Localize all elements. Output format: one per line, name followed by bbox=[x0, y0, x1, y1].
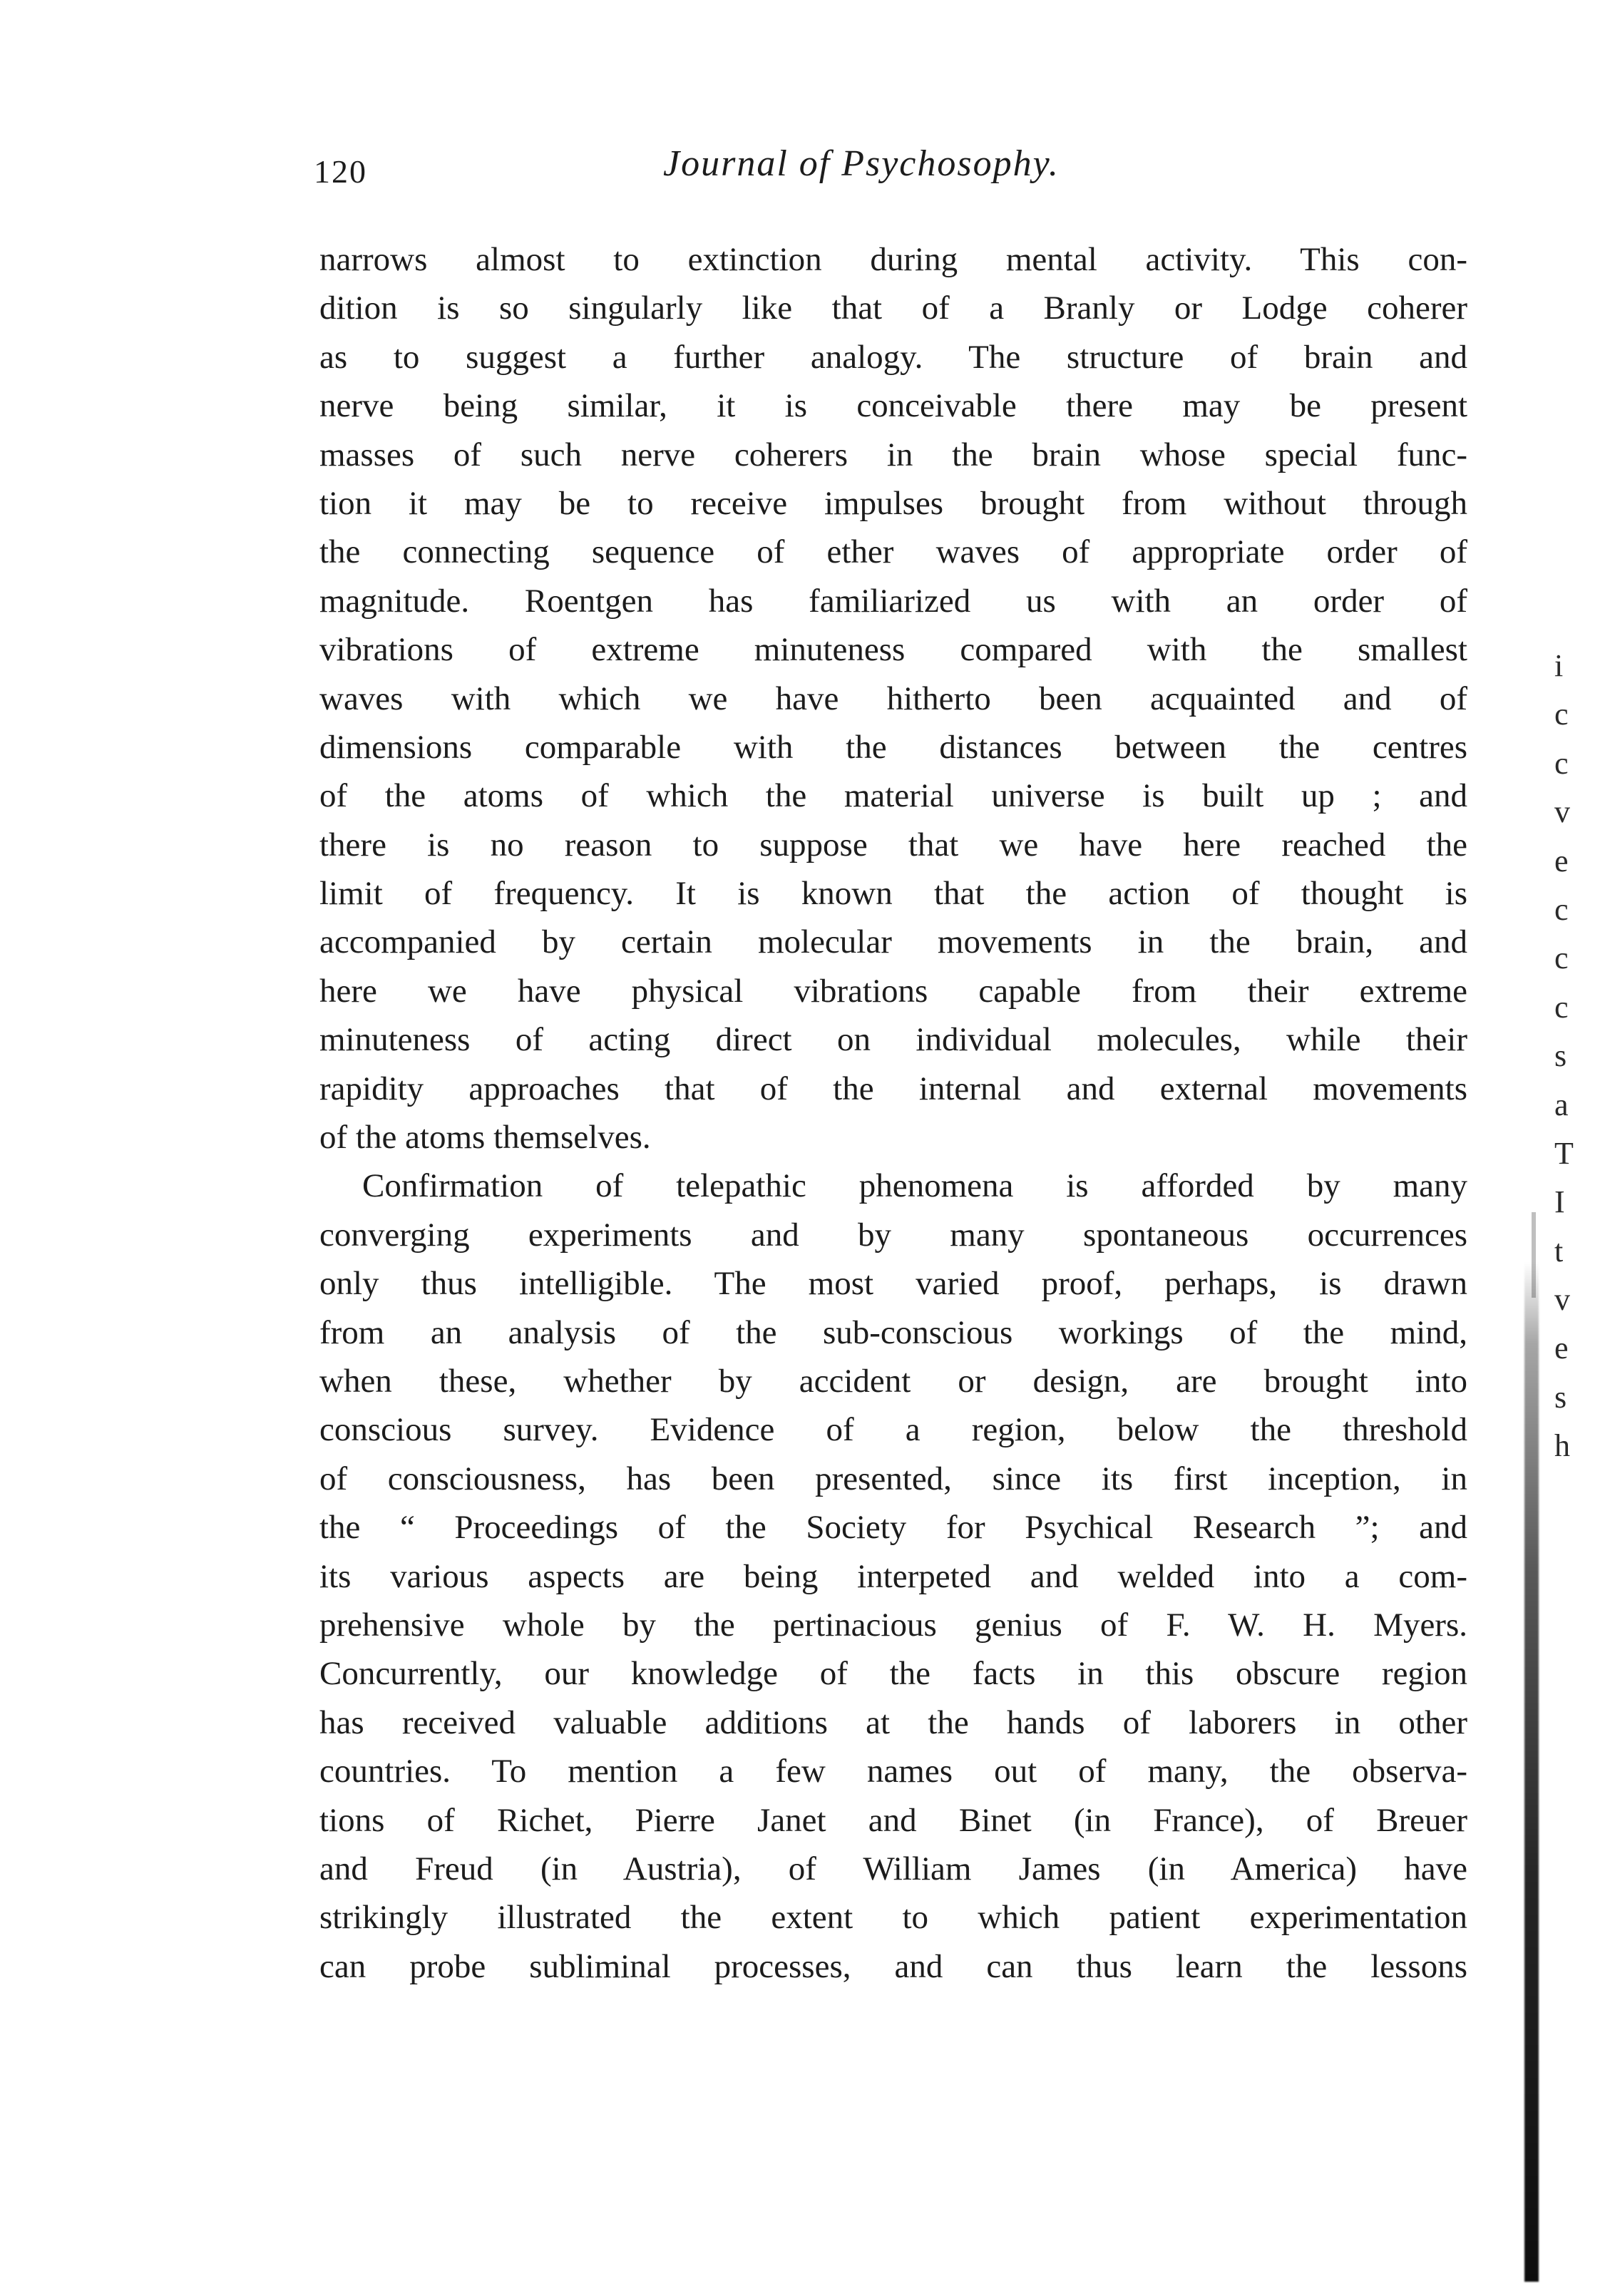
bleed-letter: t bbox=[1554, 1233, 1564, 1269]
bleed-letter: I bbox=[1554, 1184, 1565, 1220]
bleed-letter: v bbox=[1554, 794, 1570, 830]
paragraph-start-line: Confirmation of telepathic phenomena is afforded by many bbox=[362, 1167, 1467, 1205]
text-line: tions of Richet, Pierre Janet and Binet (in France), of Breuer bbox=[319, 1801, 1467, 1839]
text-line: the connecting sequence of ether waves of appropriate order of bbox=[319, 533, 1467, 571]
running-title: Journal of Psychosophy. bbox=[663, 143, 1060, 184]
facing-page-bleed-through bbox=[1554, 642, 1597, 1471]
text-line: rapidity approaches that of the internal and external movements bbox=[319, 1070, 1467, 1107]
bleed-letter: i bbox=[1554, 648, 1564, 683]
paragraph-end-line: of the atoms themselves. bbox=[319, 1119, 651, 1157]
text-line: here we have physical vibrations capable from their extreme bbox=[319, 972, 1467, 1010]
text-line: Concurrently, our knowledge of the facts in this obscure region bbox=[319, 1655, 1467, 1693]
bleed-letter: c bbox=[1554, 745, 1569, 781]
text-line: magnitude. Roentgen has familiarized us with an order of bbox=[319, 582, 1467, 620]
bleed-letter: a bbox=[1554, 1087, 1569, 1122]
text-line: vibrations of extreme minuteness compared with the smallest bbox=[319, 631, 1467, 669]
text-line: nerve being similar, it is conceivable there may be present bbox=[319, 387, 1467, 425]
text-line: there is no reason to suppose that we have here reached the bbox=[319, 826, 1467, 863]
text-line: of consciousness, has been presented, since its first inception, in bbox=[319, 1460, 1467, 1497]
text-line: has received valuable additions at the hands of laborers in other bbox=[319, 1703, 1467, 1741]
text-line: dition is so singularly like that of a Branly or Lodge coherer bbox=[319, 289, 1467, 327]
text-line: and Freud (in Austria), of William James (in America) have bbox=[319, 1850, 1467, 1887]
bleed-letter: c bbox=[1554, 989, 1569, 1025]
text-line: can probe subliminal processes, and can thus learn the lessons bbox=[319, 1947, 1467, 1985]
text-line: its various aspects are being interpeted and welded into a com- bbox=[319, 1557, 1467, 1595]
text-line: dimensions comparable with the distances between the centres bbox=[319, 728, 1467, 766]
page-number: 120 bbox=[314, 153, 367, 190]
binding-shadow bbox=[1524, 1262, 1539, 2282]
text-line: as to suggest a further analogy. The structure of brain and bbox=[319, 338, 1467, 376]
bleed-letter: s bbox=[1554, 1379, 1567, 1415]
bleed-letter: e bbox=[1554, 843, 1569, 878]
text-line: the “ Proceedings of the Society for Psychical Research ”; and bbox=[319, 1509, 1467, 1547]
text-line: accompanied by certain molecular movements in the brain, and bbox=[319, 923, 1467, 961]
text-line: tion it may be to receive impulses brought from without through bbox=[319, 484, 1467, 522]
text-line: narrows almost to extinction during mental activity. This con- bbox=[319, 241, 1467, 278]
bleed-letter: c bbox=[1554, 697, 1569, 732]
bleed-letter: c bbox=[1554, 941, 1569, 976]
bleed-letter: h bbox=[1554, 1428, 1570, 1464]
text-line: from an analysis of the sub-conscious workings of the mind, bbox=[319, 1313, 1467, 1351]
bleed-letter: s bbox=[1554, 1038, 1567, 1074]
text-line: conscious survey. Evidence of a region, below the threshold bbox=[319, 1411, 1467, 1449]
text-line: converging experiments and by many spontaneous occurrences bbox=[319, 1216, 1467, 1254]
body-text bbox=[319, 235, 1467, 1991]
text-line: masses of such nerve coherers in the brain whose special func- bbox=[319, 436, 1467, 473]
bleed-letter: v bbox=[1554, 1282, 1570, 1318]
text-line: countries. To mention a few names out of many, the observa- bbox=[319, 1753, 1467, 1790]
text-line: only thus intelligible. The most varied proof, perhaps, is drawn bbox=[319, 1265, 1467, 1303]
text-line: when these, whether by accident or design, are brought into bbox=[319, 1362, 1467, 1400]
bleed-letter: T bbox=[1554, 1135, 1574, 1171]
text-line: minuteness of acting direct on individual molecules, while their bbox=[319, 1021, 1467, 1059]
text-line: limit of frequency. It is known that the action of thought is bbox=[319, 875, 1467, 913]
text-line: prehensive whole by the pertinacious genius of F. W. H. Myers. bbox=[319, 1606, 1467, 1644]
bleed-letter: e bbox=[1554, 1331, 1569, 1366]
bleed-letter: c bbox=[1554, 891, 1569, 927]
text-line: of the atoms of which the material universe is built up ; and bbox=[319, 777, 1467, 815]
running-header bbox=[314, 143, 1483, 207]
text-line: strikingly illustrated the extent to which patient experimentation bbox=[319, 1899, 1467, 1937]
text-line: waves with which we have hitherto been acquainted and of bbox=[319, 680, 1467, 717]
